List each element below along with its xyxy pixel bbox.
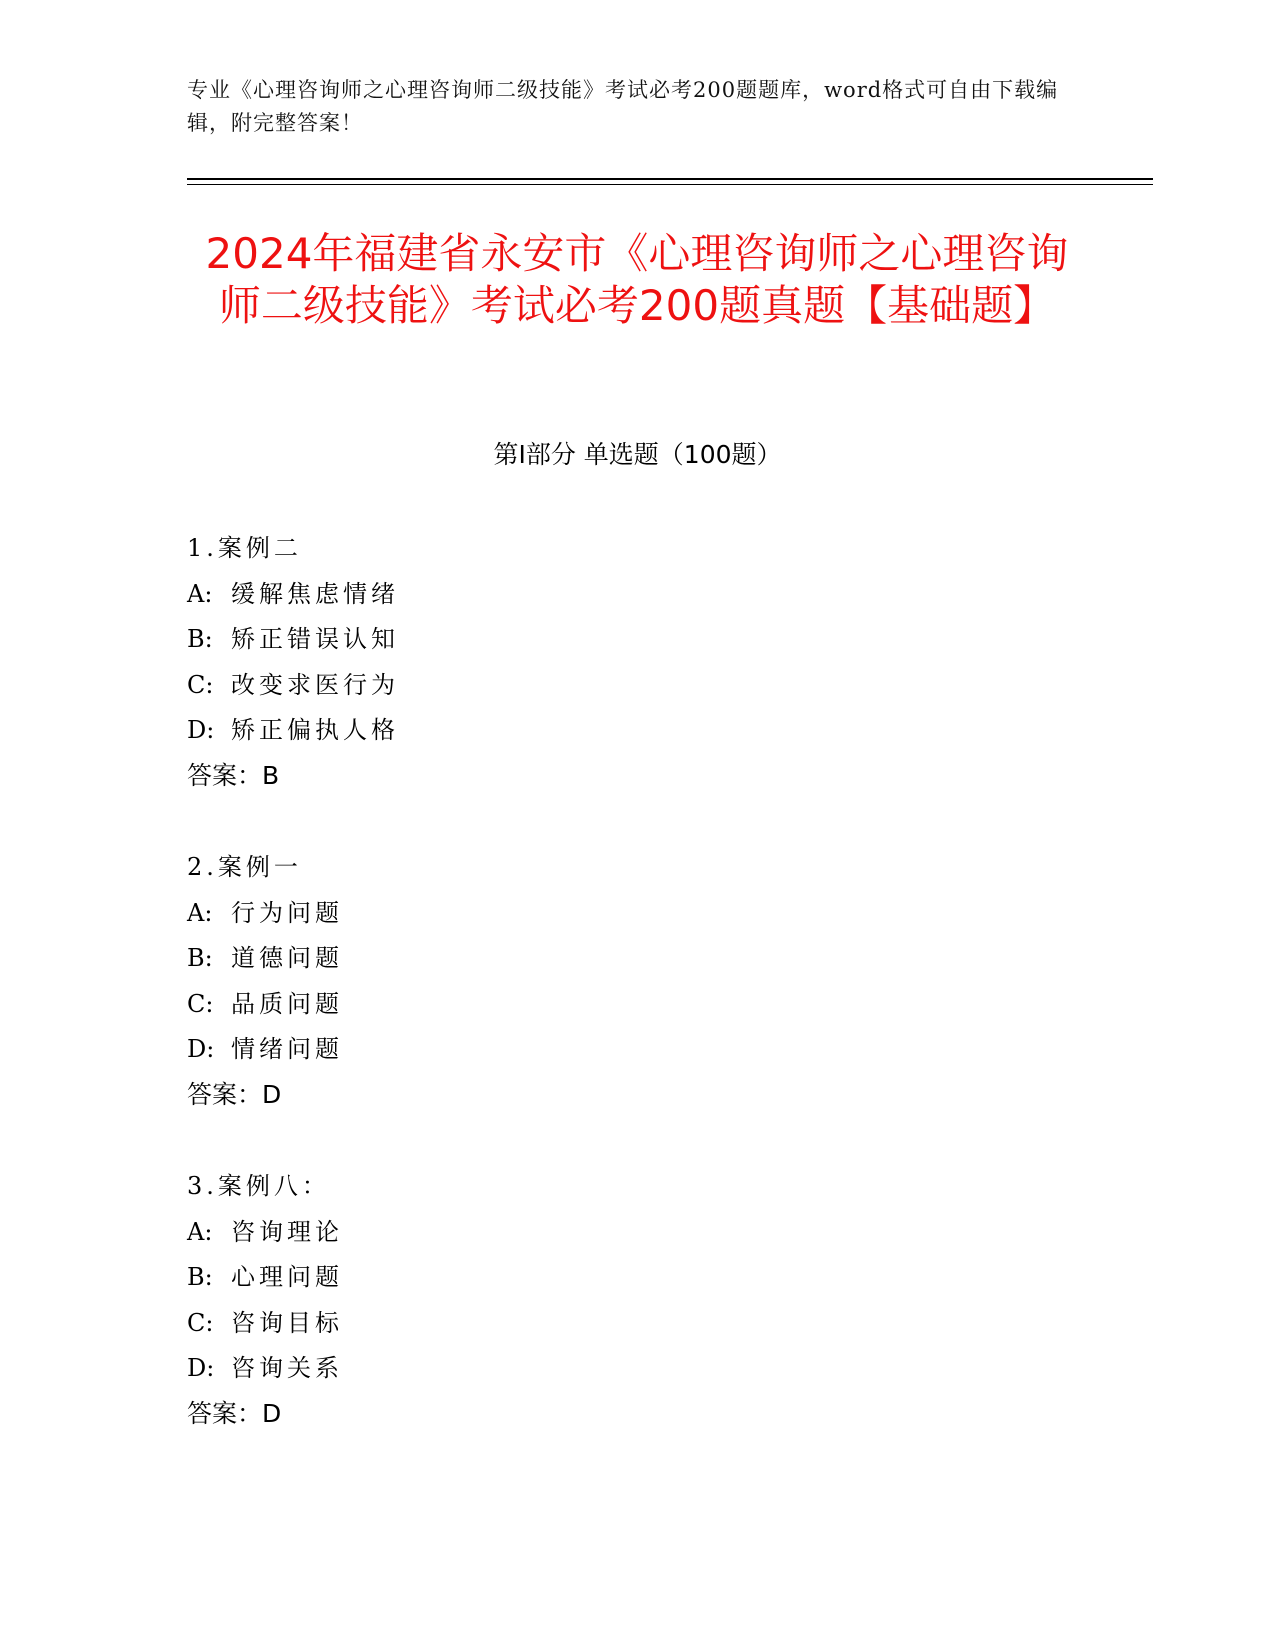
option-label: C: xyxy=(187,1308,214,1337)
option-text: 行为问题 xyxy=(231,898,343,927)
option-text: 咨询关系 xyxy=(231,1354,343,1382)
option-a xyxy=(187,577,1087,623)
option-d xyxy=(187,713,1087,759)
option-a xyxy=(187,1215,1087,1261)
option-text: 矫正错误认知 xyxy=(231,625,399,653)
question-3 xyxy=(187,1169,1087,1488)
option-label: D: xyxy=(187,1354,215,1382)
answer-line: 答案：B xyxy=(187,760,280,790)
option-label: D: xyxy=(187,1035,215,1063)
option-label: A: xyxy=(187,898,213,927)
answer-line: 答案：D xyxy=(187,1398,282,1428)
question-stem: 3.案例八： xyxy=(187,1172,330,1200)
option-text: 咨询理论 xyxy=(231,1217,343,1246)
option-label: A: xyxy=(187,1217,213,1246)
option-label: A: xyxy=(187,579,213,608)
option-label: B: xyxy=(187,625,213,653)
option-text: 品质问题 xyxy=(231,989,343,1018)
question-1 xyxy=(187,531,1087,850)
option-text: 改变求医行为 xyxy=(231,670,399,699)
option-label: B: xyxy=(187,1263,213,1291)
header-rule-thick xyxy=(187,178,1153,180)
document-intro: 专业《心理咨询师之心理咨询师二级技能》考试必考200题题库，word格式可自由下载编辑，附完整答案！ xyxy=(187,78,1059,135)
option-b xyxy=(187,622,1087,668)
option-text: 道德问题 xyxy=(231,944,343,972)
option-d xyxy=(187,1032,1087,1078)
option-text: 缓解焦虑情绪 xyxy=(231,579,399,608)
question-stem: 1.案例二 xyxy=(187,534,302,562)
section-heading: 第Ⅰ部分 单选题（100题） xyxy=(493,440,782,469)
question-list xyxy=(187,531,1087,1488)
option-label: D: xyxy=(187,716,215,744)
option-label: C: xyxy=(187,670,214,699)
option-a xyxy=(187,896,1087,942)
option-text: 情绪问题 xyxy=(231,1035,343,1063)
option-b xyxy=(187,1260,1087,1306)
option-text: 矫正偏执人格 xyxy=(231,716,399,744)
header-rule-thin xyxy=(187,184,1153,185)
option-c xyxy=(187,668,1087,714)
option-c xyxy=(187,1306,1087,1352)
answer-line: 答案：D xyxy=(187,1079,282,1109)
option-b xyxy=(187,941,1087,987)
option-d xyxy=(187,1351,1087,1397)
option-c xyxy=(187,987,1087,1033)
question-2 xyxy=(187,850,1087,1169)
option-text: 咨询目标 xyxy=(231,1308,343,1337)
option-label: B: xyxy=(187,944,213,972)
option-text: 心理问题 xyxy=(231,1263,343,1291)
option-label: C: xyxy=(187,989,214,1018)
document-title: 2024年福建省永安市《心理咨询师之心理咨询师二级技能》考试必考200题真题【基础题】 xyxy=(205,229,1069,330)
question-stem: 2.案例一 xyxy=(187,853,302,881)
